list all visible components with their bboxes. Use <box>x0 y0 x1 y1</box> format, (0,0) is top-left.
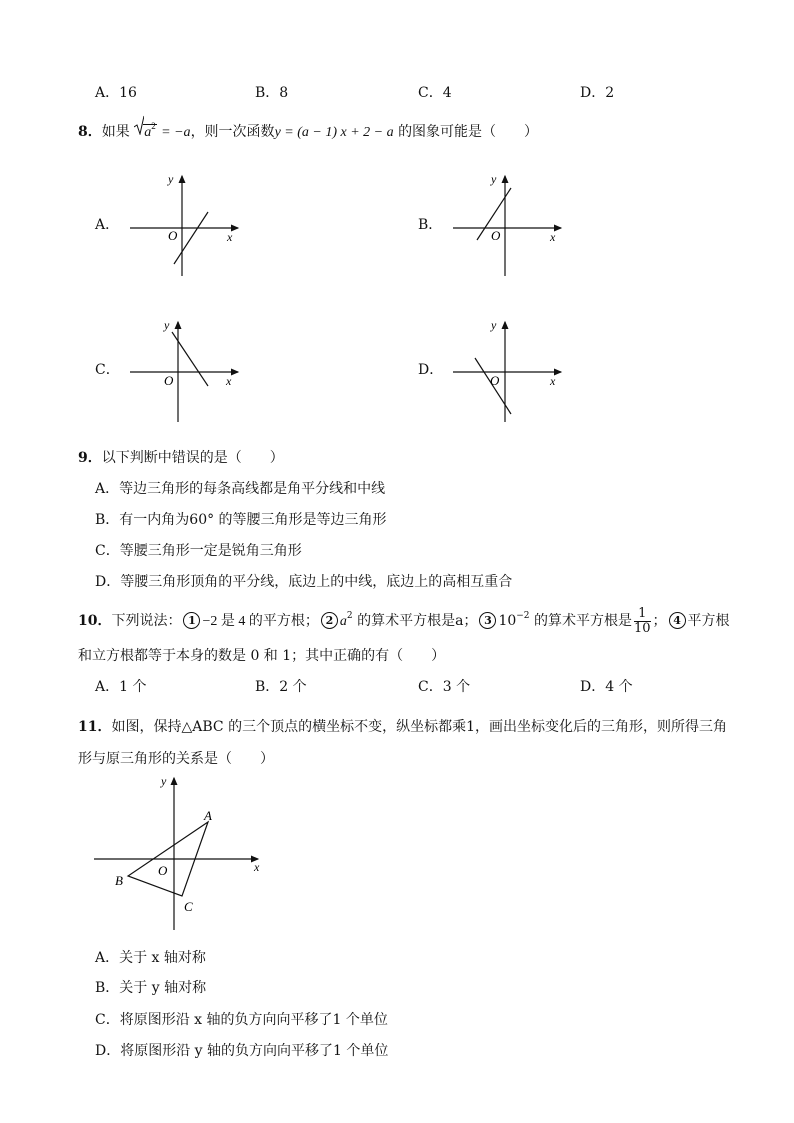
q10-sep: ； <box>652 613 667 629</box>
q11-line2: 形与原三角形的关系是（ ） <box>78 751 274 767</box>
q7-option-d: D．2 <box>580 85 615 101</box>
x-axis-label: x <box>550 230 556 244</box>
y-axis-label: y <box>164 318 170 332</box>
q8-label-c: C． <box>95 362 120 378</box>
origin-label: O <box>168 228 178 243</box>
q10-circled-4: 4 <box>669 612 686 629</box>
q11-number: 11． <box>78 719 112 735</box>
q10-option-d: D．4 个 <box>580 679 633 695</box>
y-axis-label: y <box>161 774 167 788</box>
q10-s3: 的算术平方根是 <box>534 613 632 629</box>
q9-stem <box>78 447 284 467</box>
q8-graph-d <box>443 314 573 424</box>
q10-line2: 和立方根都等于本身的数是 0 和 1；其中正确的有（ ） <box>78 648 446 664</box>
q8-number: 8． <box>78 124 102 140</box>
x-axis-label: x <box>227 230 233 244</box>
line-graph <box>174 212 208 264</box>
y-axis-label: y <box>491 318 497 332</box>
q8-eq-rhs: = −a <box>161 125 191 140</box>
q7-option-b: B．8 <box>255 85 289 101</box>
y-axis-label: y <box>491 172 497 186</box>
q11-option-d: D．将原图形沿 y 轴的负方向向平移了1 个单位 <box>95 1043 389 1059</box>
q8-middle: ，则一次函数 <box>190 124 275 140</box>
q8-graph-a <box>120 168 250 278</box>
origin-label: O <box>158 863 168 878</box>
q8-graph-b <box>443 168 573 278</box>
q8-function: y = (a − 1) x + 2 − a <box>274 125 394 140</box>
q10-s3-exp: −2 <box>516 611 530 621</box>
q10-s2-var: a <box>339 614 347 629</box>
y-axis-label: y <box>168 172 174 186</box>
q8-graph-c <box>120 314 250 424</box>
q10-number: 10． <box>78 613 112 629</box>
q9-option-d: D．等腰三角形顶角的平分线，底边上的中线，底边上的高相互重合 <box>95 574 513 590</box>
q7-option-a: A．16 <box>95 85 137 101</box>
q10-option-a: A．1 个 <box>95 679 147 695</box>
q11-option-c: C．将原图形沿 x 轴的负方向向平移了1 个单位 <box>95 1012 388 1028</box>
q8-label-a: A． <box>95 217 120 233</box>
vertex-a-label: A <box>204 808 212 823</box>
q10-circled-3: 3 <box>479 612 496 629</box>
q11-option-a: A．关于 x 轴对称 <box>95 950 206 966</box>
q10-option-b: B．2 个 <box>255 679 307 695</box>
q10-s2-exp: 2 <box>346 611 353 621</box>
q7-option-c: C．4 <box>418 85 452 101</box>
q8-prefix: 如果 <box>101 124 130 140</box>
origin-label: O <box>491 228 501 243</box>
q11-figure <box>88 770 273 935</box>
q10-circled-2: 2 <box>321 612 338 629</box>
origin-label: O <box>164 373 174 388</box>
vertex-c-label: C <box>184 899 193 914</box>
x-axis-label: x <box>254 860 260 874</box>
q8-sqrt: $a^2$ <box>134 116 157 143</box>
q9-stem-text: 以下判断中错误的是（ ） <box>101 450 284 466</box>
q8-label-b: B． <box>418 217 443 233</box>
q8-suffix: 的图象可能是（ ） <box>398 124 539 140</box>
q9-option-c: C．等腰三角形一定是锐角三角形 <box>95 543 302 559</box>
q9-option-a: A．等边三角形的每条高线都是角平分线和中线 <box>95 481 386 497</box>
q10-s1: −2 是 4 的平方根； <box>202 614 319 629</box>
vertex-b-label: B <box>115 873 123 888</box>
x-axis-label: x <box>550 374 556 388</box>
q10-option-c: C．3 个 <box>418 679 471 695</box>
q8-stem <box>78 116 538 143</box>
q8-label-d: D． <box>418 362 444 378</box>
q11-text-1: 如图，保持△ABC 的三个顶点的横坐标不变，纵坐标都乘1，画出坐标变化后的三角形，则所得三角 <box>111 719 727 735</box>
q10-fraction: $\frac{1}{10}$ <box>634 605 651 636</box>
q10-line1 <box>78 601 730 637</box>
q10-s4: 平方根 <box>687 613 730 629</box>
x-axis-label: x <box>226 374 232 388</box>
q9-number: 9． <box>78 450 102 466</box>
q10-circled-1: 1 <box>183 612 200 629</box>
q11-line1 <box>78 716 727 736</box>
q10-s3-base: 10 <box>498 613 517 629</box>
q10-s2: 的算术平方根是a； <box>357 613 478 629</box>
origin-label: O <box>490 373 500 388</box>
q9-option-b: B．有一内角为60° 的等腰三角形是等边三角形 <box>95 512 387 528</box>
q11-option-b: B．关于 y 轴对称 <box>95 980 207 996</box>
line-graph <box>172 332 208 386</box>
q10-intro: 下列说法： <box>111 613 182 629</box>
